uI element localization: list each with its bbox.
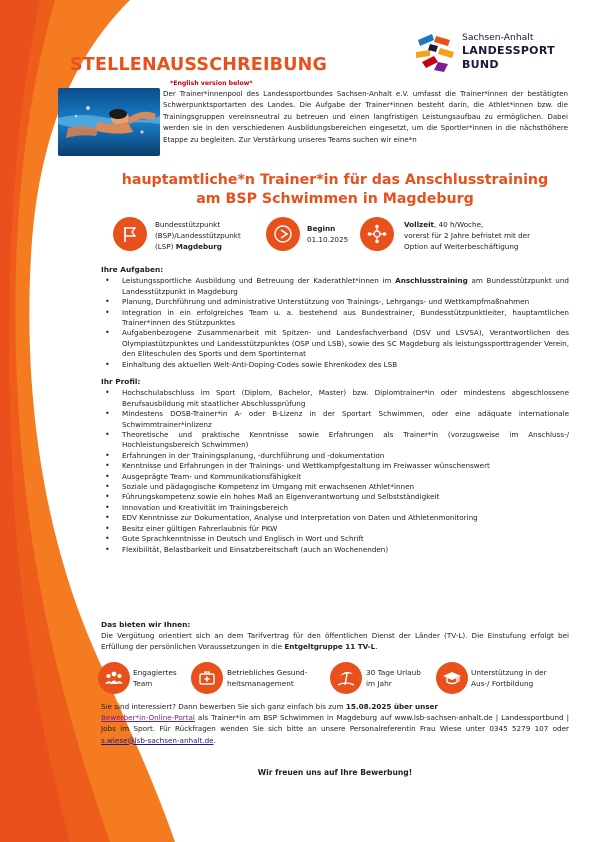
benefit-education-line-2: Aus-/ Fortbildung	[471, 679, 534, 688]
offer-text	[101, 631, 569, 652]
location-city: Magdeburg	[175, 242, 222, 251]
location-fact	[155, 219, 241, 252]
intro-paragraph: Der Trainer*innenpool des Landessportbundes Sachsen-Anhalt e.V. umfasst die Trainer*innen der bestätigten Schwerpunktsportarten des Landes. Die Aufgabe der Trainer*innen besteht darin, die Athlet*innen bzw. die Trainingsgruppen vereinsneutral zu betreuen und einen langfristigen Leistungsaufbau zu ermöglichen. Dabei werden sie in den verschiedenen Ausbildungsbereichen eingesetzt, um die Sportler*innen in die nächsthöhere Etappe zu begleiten. Zur Verstärkung unseres Teams suchen wir eine*n	[163, 89, 568, 144]
benefit-vacation-circle	[330, 662, 362, 694]
benefit-team	[133, 667, 177, 689]
profile-item: • Innovation und Kreativität im Trainingsbereich	[101, 503, 569, 513]
profile-list	[101, 388, 569, 555]
task-text: Planung, Durchführung und administrative Unterstützung von Trainings-, Lehrgangs- und Wettkampfmaßnahmen	[122, 297, 530, 307]
task-item	[101, 308, 569, 329]
profile-section	[101, 377, 569, 555]
key-facts	[0, 217, 595, 261]
task-item	[101, 360, 569, 370]
tasks-list	[101, 276, 569, 370]
profile-item: • Flexibilität, Belastbarkeit und Einsatzbereitschaft (auch an Wochenenden)	[101, 545, 569, 555]
profile-item: • Besitz einer gültigen Fahrerlaubnis für PKW	[101, 524, 569, 534]
offer-title: Das bieten wir Ihnen:	[101, 620, 191, 629]
english-version-note: *English version below*	[170, 80, 253, 87]
location-line-1: Bundesstützpunkt	[155, 220, 221, 229]
task-text: Integration in ein erfolgreiches Team u. a. bestehend aus Bundestrainer, Bundesstützpunktleiter, hauptamtlichen Trainer*innen des Stützpunktes	[122, 307, 569, 328]
benefit-health-line-1: Betriebliches Gesund-	[227, 668, 308, 677]
profile-item: • Erfahrungen in der Trainingsplanung, -durchführung und -dokumentation	[101, 451, 569, 461]
profile-item: • Soziale und pädagogische Kompetenz im Umgang mit erwachsenen Athlet*innen	[101, 482, 569, 492]
location-line-3	[155, 241, 241, 252]
benefit-education	[471, 667, 547, 689]
benefits-row	[0, 660, 595, 696]
profile-item: • Kenntnisse und Erfahrungen in der Trainings- und Wettkampfgestaltung im Freiwasser wünschenswert	[101, 461, 569, 471]
profile-item: • Mindestens DOSB-Trainer*in A- oder B-Lizenz in der Sportart Schwimmen, oder eine adäquate internationale Schwimmtrainer*inlizenz	[101, 409, 569, 430]
job-title-line-2: am BSP Schwimmen in Magdeburg	[196, 191, 474, 207]
offer-text-end: .	[375, 641, 378, 651]
task-text-end: am Bundesstützpunkt und Landesstützpunkt in Magdeburg	[122, 276, 569, 296]
task-text: Einhaltung des aktuellen Welt-Anti-Doping-Codes sowie Ehrenkodex des LSB	[122, 359, 398, 369]
logo-line-1: Sachsen-Anhalt	[462, 32, 534, 43]
benefit-vacation-line-2: im Jahr	[366, 679, 392, 688]
task-item	[101, 328, 569, 359]
lsb-logo	[410, 30, 570, 80]
offer-text-main: Die Vergütung orientiert sich an dem Tarifvertrag für den öffentlichen Dienst der Länder (TV-L). Die Einstufung erfolgt bei Erfüllung der persönlichen Voraussetzungen in die	[101, 631, 569, 651]
location-line-3-prefix: (LSP)	[155, 242, 176, 251]
hours-weekly: , 40 h/Woche,	[434, 220, 484, 229]
task-text: Leistungssportliche Ausbildung und Betreuung der Kaderathlet*innen im	[122, 276, 396, 286]
tasks-section	[101, 265, 569, 370]
profile-item: • Hochschulabschluss im Sport (Diplom, Bachelor, Master) bzw. Diplomtrainer*in oder mindestens abgeschlossene Berufsausbildung mit staatlicher Abschlussprüfung	[101, 388, 569, 409]
start-label: Beginn	[307, 224, 336, 233]
hours-fact	[404, 219, 530, 252]
profile-item: • Theoretische und praktische Kenntnisse sowie Erfahrungen als Trainer*in (vorzugsweise im Anschluss-/ Hochleistungsbereich Schwimmen)	[101, 430, 569, 451]
benefit-team-line-1: Engagiertes	[133, 668, 177, 677]
benefit-health	[227, 667, 307, 689]
location-line-2: (BSP)/Landesstützpunkt	[155, 231, 241, 240]
benefit-vacation-line-1: 30 Tage Urlaub	[366, 668, 421, 677]
profile-item: • Gute Sprachkenntnisse in Deutsch und Englisch in Wort und Schrift	[101, 534, 569, 544]
flag-icon	[120, 224, 140, 244]
task-text-bold: Anschlusstraining	[395, 276, 468, 286]
hours-fulltime: Vollzeit	[404, 220, 434, 229]
hours-line-2: vorerst für 2 Jahre befristet mit der	[404, 231, 531, 240]
network-icon	[367, 224, 387, 244]
benefit-health-line-2: heitsmanagement	[227, 679, 294, 688]
benefit-education-circle	[436, 662, 468, 694]
contact-intro: Sie sind interessiert? Dann bewerben Sie sich ganz einfach bis zum	[101, 702, 346, 711]
profile-item: • EDV Kenntnisse zur Dokumentation, Analyse und Interpretation von Daten und Athletenmonitoring	[101, 513, 569, 523]
benefit-health-circle	[191, 662, 223, 694]
team-icon	[104, 668, 124, 688]
page-title: STELLENAUSSCHREIBUNG	[70, 55, 328, 75]
lsb-logo-mark-icon	[412, 30, 458, 76]
play-icon	[273, 224, 293, 244]
salary-group: Entgeltgruppe 11 TV-L	[284, 641, 376, 651]
swimmer-photo	[58, 88, 160, 156]
task-item	[101, 297, 569, 307]
applicant-portal-link[interactable]: Bewerber*in-Online-Portal	[101, 713, 195, 723]
application-deadline: 15.08.2025 über unser	[345, 702, 438, 711]
task-item	[101, 276, 569, 297]
benefit-team-circle	[98, 662, 130, 694]
contact-end: .	[213, 735, 216, 745]
vacation-icon	[336, 668, 356, 688]
hours-fact-circle	[360, 217, 394, 251]
offer-section	[101, 620, 569, 652]
graduation-icon	[442, 668, 462, 688]
start-fact	[307, 223, 348, 245]
job-title-line-1: hauptamtliche*n Trainer*in für das Anschlusstraining	[121, 172, 549, 188]
benefit-vacation	[366, 667, 421, 689]
contact-email-link[interactable]: s.wiese@lsb-sachsen-anhalt.de	[101, 735, 214, 745]
start-fact-circle	[266, 217, 300, 251]
job-title	[100, 171, 570, 209]
hours-line-3: Option auf Weiterbeschäftigung	[404, 242, 519, 251]
logo-line-2: LANDESSPORT	[462, 44, 555, 57]
benefit-team-line-2: Team	[133, 679, 153, 688]
closing-line: Wir freuen uns auf Ihre Bewerbung!	[257, 768, 413, 777]
profile-item: • Führungskompetenz sowie ein hohes Maß an Eigenverantwortung und Selbstständigkeit	[101, 492, 569, 502]
contact-details: als Trainer*in am BSP Schwimmen in Magdeburg auf www.lsb-sachsen-anhalt.de | Landessportbund | Jobs im Sport. Für Rückfragen wenden Sie sich bitte an unsere Personalreferentin Frau Wiese unter 0345 5279 107 oder	[101, 713, 569, 734]
benefit-education-line-1: Unterstützung in der	[471, 668, 547, 677]
start-date: 01.10.2025	[307, 235, 349, 244]
location-fact-circle	[113, 217, 147, 251]
contact-paragraph	[101, 701, 569, 746]
profile-title: Ihr Profil:	[101, 377, 141, 386]
logo-line-3: BUND	[462, 58, 499, 71]
task-text: Aufgabenbezogene Zusammenarbeit mit Spitzen- und Landesfachverband (DSV und LSVSA), Verantwortlichen des Olympiastützpunktes und Landesstützpunktes (OSP und LSB), sowie des SC Magdeburg als leistungssporttragender Verein, den Eliteschulen des Sports und dem Sportinternat	[122, 328, 569, 359]
profile-item: • Ausgeprägte Team- und Kommunikationsfähigkeit	[101, 472, 569, 482]
tasks-title: Ihre Aufgaben:	[101, 265, 164, 274]
first-aid-icon	[197, 668, 217, 688]
